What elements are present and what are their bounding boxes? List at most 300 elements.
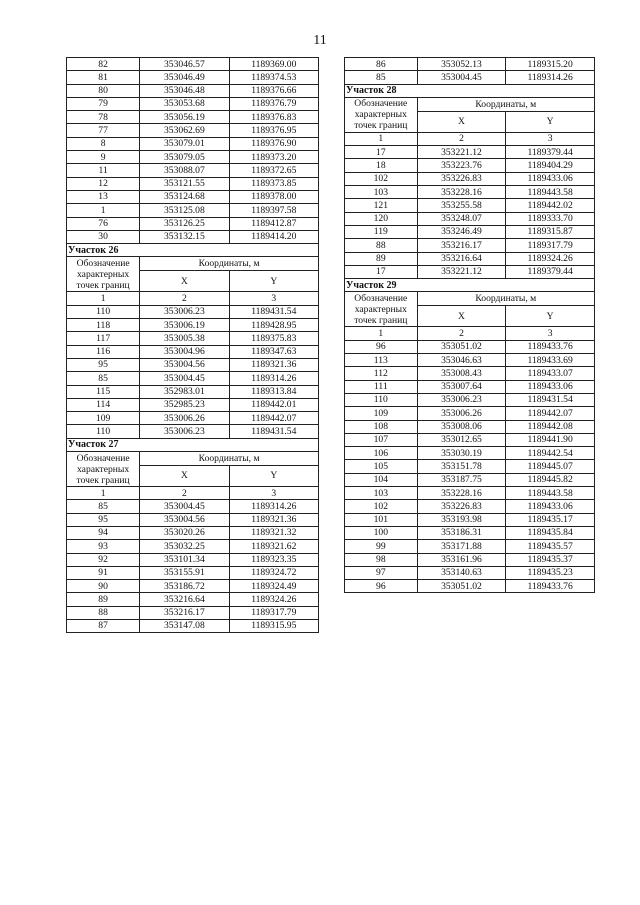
y-coordinate-cell: 1189433.76 [506,340,595,353]
table-row [67,425,319,438]
x-coordinate-cell: 353046.57 [140,58,229,71]
table-row [345,473,595,486]
x-coordinate-cell: 353056.19 [140,111,229,124]
table-row [345,367,595,380]
table-row [345,172,595,185]
point-id-cell: 108 [345,420,418,433]
table-row [67,319,319,332]
x-coordinate-cell: 353226.83 [417,172,506,185]
x-coordinate-cell: 353246.49 [417,225,506,238]
point-id-cell: 13 [67,190,140,203]
table-row [345,354,595,367]
point-id-cell: 104 [345,473,418,486]
point-id-cell: 102 [345,500,418,513]
table-row [345,566,595,579]
table-row [345,513,595,526]
y-coordinate-cell: 1189397.58 [229,204,318,217]
x-coordinate-cell: 353140.63 [417,566,506,579]
x-coordinate-cell: 353216.17 [140,606,229,619]
table-row [67,500,319,513]
designation-header: Обозначение характерных точек границ [67,257,140,292]
table-row [67,151,319,164]
table-row [345,500,595,513]
y-coordinate-cell: 1189442.07 [506,407,595,420]
point-id-cell: 109 [67,412,140,425]
y-coordinate-cell: 1189442.01 [229,398,318,411]
table-row [67,526,319,539]
y-coordinate-cell: 1189428.95 [229,319,318,332]
x-coordinate-cell: 353187.75 [417,473,506,486]
column-number: 2 [417,327,506,340]
table-row [345,553,595,566]
designation-header: Обозначение характерных точек границ [345,292,418,327]
section-title: Участок 26 [67,244,319,257]
x-coordinate-cell: 353132.15 [140,230,229,243]
column-number: 3 [506,327,595,340]
x-coordinate-cell: 353006.23 [140,425,229,438]
column-number: 2 [140,487,229,500]
y-coordinate-cell: 1189378.00 [229,190,318,203]
table-row [67,412,319,425]
y-coordinate-cell: 1189431.54 [506,393,595,406]
x-coordinate-cell: 353126.25 [140,217,229,230]
point-id-cell: 95 [67,358,140,371]
x-coordinate-cell: 353228.16 [417,487,506,500]
x-coordinate-cell: 353186.72 [140,580,229,593]
table-row [67,230,319,243]
point-id-cell: 85 [67,500,140,513]
section-title-row [67,438,319,451]
y-coordinate-cell: 1189321.62 [229,540,318,553]
designation-header: Обозначение характерных точек границ [67,452,140,487]
section-title-row [67,244,319,257]
y-coordinate-cell: 1189315.95 [229,619,318,632]
x-header: X [140,466,229,487]
y-coordinate-cell: 1189442.08 [506,420,595,433]
table-row [345,71,595,84]
table-row [345,239,595,252]
point-id-cell: 88 [67,606,140,619]
table-row [67,124,319,137]
x-coordinate-cell: 352985.23 [140,398,229,411]
point-id-cell: 96 [345,340,418,353]
y-coordinate-cell: 1189435.37 [506,553,595,566]
x-coordinate-cell: 353051.02 [417,340,506,353]
table-row [345,225,595,238]
point-id-cell: 96 [345,580,418,593]
x-coordinate-cell: 353171.88 [417,540,506,553]
table-row [67,204,319,217]
y-coordinate-cell: 1189433.06 [506,172,595,185]
y-coordinate-cell: 1189442.54 [506,447,595,460]
y-coordinate-cell: 1189372.65 [229,164,318,177]
table-row [345,252,595,265]
column-number: 1 [67,292,140,305]
left-column [66,57,319,633]
y-coordinate-cell: 1189317.79 [506,239,595,252]
x-coordinate-cell: 353228.16 [417,186,506,199]
x-coordinate-cell: 352983.01 [140,385,229,398]
point-id-cell: 117 [67,332,140,345]
y-coordinate-cell: 1189315.87 [506,225,595,238]
y-coordinate-cell: 1189324.49 [229,580,318,593]
point-id-cell: 85 [345,71,418,84]
x-coordinate-cell: 353088.07 [140,164,229,177]
x-coordinate-cell: 353046.48 [140,84,229,97]
point-id-cell: 18 [345,159,418,172]
x-coordinate-cell: 353032.25 [140,540,229,553]
point-id-cell: 80 [67,84,140,97]
x-coordinate-cell: 353216.64 [417,252,506,265]
table-row [67,385,319,398]
x-coordinate-cell: 353216.64 [140,593,229,606]
y-coordinate-cell: 1189404.29 [506,159,595,172]
y-coordinate-cell: 1189431.54 [229,425,318,438]
y-coordinate-cell: 1189376.66 [229,84,318,97]
y-coordinate-cell: 1189376.90 [229,137,318,150]
x-coordinate-cell: 353255.58 [417,199,506,212]
table-row [345,460,595,473]
x-coordinate-cell: 353053.68 [140,97,229,110]
y-coordinate-cell: 1189347.63 [229,345,318,358]
table-row [67,345,319,358]
table-row [345,407,595,420]
column-number-row [67,292,319,305]
point-id-cell: 111 [345,380,418,393]
column-number: 3 [229,292,318,305]
point-id-cell: 91 [67,566,140,579]
table-row [345,393,595,406]
column-number: 2 [140,292,229,305]
table-row [345,340,595,353]
point-id-cell: 89 [67,593,140,606]
point-id-cell: 112 [345,367,418,380]
point-id-cell: 102 [345,172,418,185]
table-row [67,606,319,619]
section-title: Участок 29 [345,279,595,292]
left-coordinates-table [66,57,319,633]
x-header: X [140,271,229,292]
table-row [345,212,595,225]
point-id-cell: 99 [345,540,418,553]
point-id-cell: 90 [67,580,140,593]
table-row [67,372,319,385]
header-row [67,452,319,466]
point-id-cell: 103 [345,186,418,199]
y-coordinate-cell: 1189443.58 [506,186,595,199]
y-coordinate-cell: 1189321.36 [229,358,318,371]
y-coordinate-cell: 1189374.53 [229,71,318,84]
table-row [67,358,319,371]
point-id-cell: 120 [345,212,418,225]
y-coordinate-cell: 1189445.07 [506,460,595,473]
y-coordinate-cell: 1189442.07 [229,412,318,425]
x-coordinate-cell: 353020.26 [140,526,229,539]
table-row [345,487,595,500]
point-id-cell: 94 [67,526,140,539]
table-row [67,305,319,318]
y-coordinate-cell: 1189433.07 [506,367,595,380]
point-id-cell: 85 [67,372,140,385]
point-id-cell: 77 [67,124,140,137]
y-header: Y [229,466,318,487]
y-coordinate-cell: 1189442.02 [506,199,595,212]
y-coordinate-cell: 1189441.90 [506,433,595,446]
table-row [67,137,319,150]
y-coordinate-cell: 1189314.26 [506,71,595,84]
x-coordinate-cell: 353079.01 [140,137,229,150]
x-header: X [417,306,506,327]
point-id-cell: 81 [67,71,140,84]
table-row [67,58,319,71]
point-id-cell: 95 [67,513,140,526]
table-row [345,159,595,172]
point-id-cell: 98 [345,553,418,566]
y-coordinate-cell: 1189314.26 [229,500,318,513]
table-row [67,398,319,411]
point-id-cell: 119 [345,225,418,238]
point-id-cell: 103 [345,487,418,500]
table-row [345,58,595,71]
y-coordinate-cell: 1189414.20 [229,230,318,243]
x-coordinate-cell: 353161.96 [417,553,506,566]
x-coordinate-cell: 353007.64 [417,380,506,393]
table-row [67,217,319,230]
x-coordinate-cell: 353004.45 [140,372,229,385]
section-title: Участок 28 [345,84,595,97]
x-coordinate-cell: 353006.26 [417,407,506,420]
point-id-cell: 116 [67,345,140,358]
x-coordinate-cell: 353005.38 [140,332,229,345]
x-coordinate-cell: 353006.19 [140,319,229,332]
table-row [67,71,319,84]
table-row [345,433,595,446]
x-coordinate-cell: 353030.19 [417,447,506,460]
y-coordinate-cell: 1189373.85 [229,177,318,190]
y-coordinate-cell: 1189323.35 [229,553,318,566]
x-coordinate-cell: 353004.45 [417,71,506,84]
table-row [67,566,319,579]
x-coordinate-cell: 353155.91 [140,566,229,579]
table-row [67,580,319,593]
y-coordinate-cell: 1189433.76 [506,580,595,593]
point-id-cell: 11 [67,164,140,177]
x-coordinate-cell: 353008.06 [417,420,506,433]
header-row [345,97,595,111]
x-coordinate-cell: 353004.45 [140,500,229,513]
y-coordinate-cell: 1189314.26 [229,372,318,385]
y-coordinate-cell: 1189333.70 [506,212,595,225]
y-coordinate-cell: 1189375.83 [229,332,318,345]
y-coordinate-cell: 1189321.32 [229,526,318,539]
table-row [67,540,319,553]
y-coordinate-cell: 1189435.17 [506,513,595,526]
x-coordinate-cell: 353012.65 [417,433,506,446]
point-id-cell: 110 [345,393,418,406]
point-id-cell: 17 [345,265,418,278]
table-row [345,380,595,393]
column-number-row [67,487,319,500]
point-id-cell: 97 [345,566,418,579]
designation-header: Обозначение характерных точек границ [345,97,418,132]
x-coordinate-cell: 353006.23 [417,393,506,406]
header-row [345,292,595,306]
table-row [345,420,595,433]
y-coordinate-cell: 1189431.54 [229,305,318,318]
y-coordinate-cell: 1189373.20 [229,151,318,164]
x-coordinate-cell: 353004.56 [140,358,229,371]
x-coordinate-cell: 353008.43 [417,367,506,380]
column-number: 1 [345,327,418,340]
y-coordinate-cell: 1189379.44 [506,265,595,278]
table-row [67,111,319,124]
table-row [67,619,319,632]
point-id-cell: 89 [345,252,418,265]
right-coordinates-table [344,57,595,593]
x-header: X [417,111,506,132]
table-row [67,593,319,606]
table-row [67,553,319,566]
point-id-cell: 115 [67,385,140,398]
y-coordinate-cell: 1189433.06 [506,380,595,393]
point-id-cell: 101 [345,513,418,526]
coordinates-header: Координаты, м [140,257,319,271]
x-coordinate-cell: 353004.96 [140,345,229,358]
point-id-cell: 121 [345,199,418,212]
column-number: 3 [229,487,318,500]
y-coordinate-cell: 1189435.23 [506,566,595,579]
x-coordinate-cell: 353226.83 [417,500,506,513]
y-coordinate-cell: 1189313.84 [229,385,318,398]
column-number: 1 [67,487,140,500]
x-coordinate-cell: 353216.17 [417,239,506,252]
table-row [345,580,595,593]
table-row [345,199,595,212]
x-coordinate-cell: 353004.56 [140,513,229,526]
table-row [345,186,595,199]
point-id-cell: 106 [345,447,418,460]
y-coordinate-cell: 1189433.06 [506,500,595,513]
point-id-cell: 86 [345,58,418,71]
point-id-cell: 79 [67,97,140,110]
column-number: 1 [345,132,418,145]
point-id-cell: 113 [345,354,418,367]
point-id-cell: 100 [345,526,418,539]
y-coordinate-cell: 1189433.69 [506,354,595,367]
x-coordinate-cell: 353147.08 [140,619,229,632]
point-id-cell: 82 [67,58,140,71]
y-coordinate-cell: 1189369.00 [229,58,318,71]
x-coordinate-cell: 353062.69 [140,124,229,137]
y-coordinate-cell: 1189376.95 [229,124,318,137]
y-coordinate-cell: 1189324.72 [229,566,318,579]
right-column [344,57,595,593]
y-header: Y [229,271,318,292]
point-id-cell: 105 [345,460,418,473]
point-id-cell: 76 [67,217,140,230]
x-coordinate-cell: 353125.08 [140,204,229,217]
x-coordinate-cell: 353006.23 [140,305,229,318]
x-coordinate-cell: 353052.13 [417,58,506,71]
section-title: Участок 27 [67,438,319,451]
y-coordinate-cell: 1189376.83 [229,111,318,124]
table-row [345,540,595,553]
point-id-cell: 78 [67,111,140,124]
table-row [67,513,319,526]
point-id-cell: 8 [67,137,140,150]
table-row [67,332,319,345]
x-coordinate-cell: 353124.68 [140,190,229,203]
header-row [67,257,319,271]
x-coordinate-cell: 353121.55 [140,177,229,190]
x-coordinate-cell: 353151.78 [417,460,506,473]
table-row [345,526,595,539]
x-coordinate-cell: 353193.98 [417,513,506,526]
section-title-row [345,279,595,292]
section-title-row [345,84,595,97]
point-id-cell: 12 [67,177,140,190]
point-id-cell: 1 [67,204,140,217]
y-coordinate-cell: 1189435.84 [506,526,595,539]
coordinates-header: Координаты, м [417,97,594,111]
y-header: Y [506,306,595,327]
y-header: Y [506,111,595,132]
table-row [345,447,595,460]
table-row [345,265,595,278]
y-coordinate-cell: 1189445.82 [506,473,595,486]
point-id-cell: 17 [345,146,418,159]
column-number-row [345,327,595,340]
point-id-cell: 9 [67,151,140,164]
point-id-cell: 88 [345,239,418,252]
x-coordinate-cell: 353223.76 [417,159,506,172]
y-coordinate-cell: 1189412.87 [229,217,318,230]
point-id-cell: 30 [67,230,140,243]
y-coordinate-cell: 1189379.44 [506,146,595,159]
table-row [67,164,319,177]
point-id-cell: 110 [67,305,140,318]
table-row [67,97,319,110]
table-row [67,190,319,203]
y-coordinate-cell: 1189443.58 [506,487,595,500]
x-coordinate-cell: 353046.63 [417,354,506,367]
point-id-cell: 92 [67,553,140,566]
y-coordinate-cell: 1189317.79 [229,606,318,619]
point-id-cell: 93 [67,540,140,553]
table-row [345,146,595,159]
column-number: 2 [417,132,506,145]
column-number: 3 [506,132,595,145]
y-coordinate-cell: 1189315.20 [506,58,595,71]
table-row [67,177,319,190]
table-row [67,84,319,97]
point-id-cell: 87 [67,619,140,632]
point-id-cell: 118 [67,319,140,332]
x-coordinate-cell: 353221.12 [417,265,506,278]
x-coordinate-cell: 353101.34 [140,553,229,566]
x-coordinate-cell: 353006.26 [140,412,229,425]
coordinates-header: Координаты, м [140,452,319,466]
x-coordinate-cell: 353186.31 [417,526,506,539]
y-coordinate-cell: 1189435.57 [506,540,595,553]
point-id-cell: 114 [67,398,140,411]
y-coordinate-cell: 1189324.26 [229,593,318,606]
page-number: 11 [313,33,327,48]
y-coordinate-cell: 1189376.79 [229,97,318,110]
x-coordinate-cell: 353079.05 [140,151,229,164]
y-coordinate-cell: 1189321.36 [229,513,318,526]
y-coordinate-cell: 1189324.26 [506,252,595,265]
